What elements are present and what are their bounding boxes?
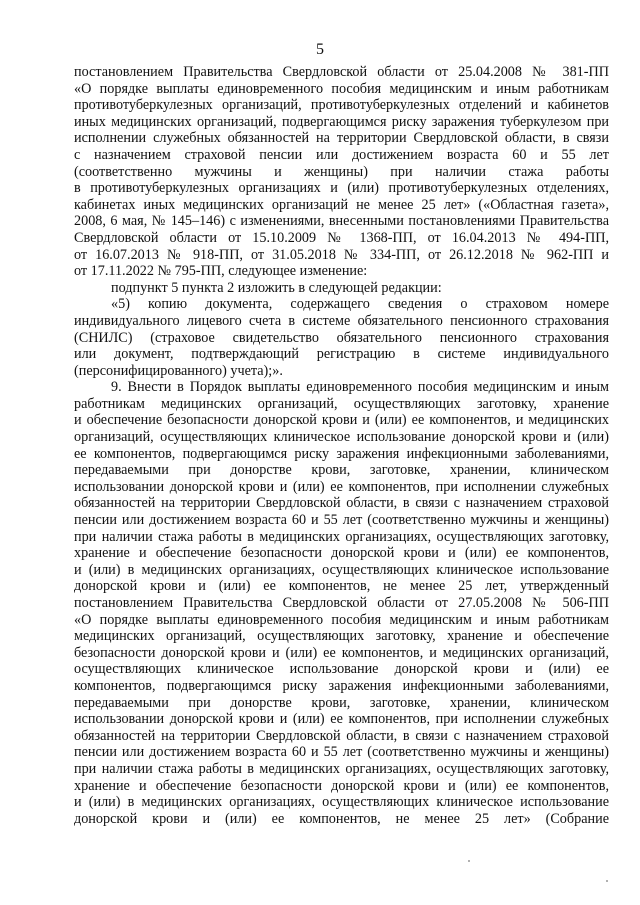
text-line: с назначением страховой пенсии или достижением возраста 60 и 55 лет: [74, 146, 609, 163]
text-line: от 17.11.2022 № 795-ПП, следующее изменение:: [74, 263, 368, 280]
text-line: при наличии стажа работы в медицинских организациях, осуществляющих заготовку,: [74, 760, 609, 777]
text-line: и (или) в медицинских организациях, осуществляющих клиническое использование: [74, 794, 609, 811]
text-line: компонентов, подвергающимся риску заражения инфекционными заболеваниями,: [74, 677, 609, 694]
text-line: пенсии или достижением возраста 60 и 55 лет (соответственно мужчины и женщины): [74, 512, 609, 529]
text-line: противотуберкулезных организаций, противотуберкулезных отделений и кабинетов: [74, 97, 609, 114]
text-line: хранение и обеспечение безопасности донорской крови и (или) ее компонентов,: [74, 545, 609, 562]
text-line: «О порядке выплаты единовременного пособия медицинским и иным работникам: [74, 80, 609, 97]
text-line: осуществляющих клиническое использование донорской крови и (или) ее: [74, 661, 609, 678]
text-line: «О порядке выплаты единовременного пособия медицинским и иным работникам: [74, 611, 609, 628]
text-line: при наличии стажа работы в медицинских организациях, осуществляющих заготовку,: [74, 528, 609, 545]
text-line: кабинетах иных медицинских организаций не менее 25 лет» («Областная газета»,: [74, 196, 609, 213]
text-line: передаваемыми при донорстве крови, заготовке, хранении, клиническом: [74, 462, 609, 479]
text-line: подпункт 5 пункта 2 изложить в следующей редакции:: [111, 279, 442, 296]
text-line: исполнении служебных обязанностей на территории Свердловской области, в связи: [74, 130, 609, 147]
text-line: (соответственно мужчины и женщины) при наличии стажа работы: [74, 163, 609, 180]
text-line: медицинских организаций, осуществляющих заготовку, хранение и обеспечение: [74, 628, 609, 645]
text-line: «5) копию документа, содержащего сведения о страховом номере: [111, 296, 609, 313]
text-line: пенсии или достижением возраста 60 и 55 лет (соответственно мужчины и женщины): [74, 744, 609, 761]
text-line: и (или) в медицинских организациях, осуществляющих клиническое использование: [74, 561, 609, 578]
text-line: или документ, подтверждающий регистрацию в системе индивидуального: [74, 346, 609, 363]
text-line: постановлением Правительства Свердловской области от 25.04.2008 № 381-ПП: [74, 64, 609, 80]
text-line: обязанностей на территории Свердловской области, в связи с назначением страховой: [74, 727, 609, 744]
text-line: донорской крови и (или) ее компонентов, не менее 25 лет, утвержденный: [74, 578, 609, 595]
text-line: (персонифицированного) учета);».: [74, 362, 283, 379]
text-line: иных медицинских организаций, подвергающимся риску заражения туберкулезом при: [74, 113, 609, 130]
text-line: организаций, осуществляющих клиническое использование донорской крови и (или): [74, 429, 609, 446]
text-line: хранение и обеспечение безопасности донорской крови и (или) ее компонентов,: [74, 777, 609, 794]
text-line: 2008, 6 мая, № 145–146) с изменениями, внесенными постановлениями Правительства: [74, 213, 609, 230]
text-line: безопасности донорской крови и (или) ее компонентов, и медицинских организаций,: [74, 644, 609, 661]
text-line: и обеспечение безопасности донорской крови и (или) ее компонентов, и медицинских: [74, 412, 609, 429]
text-line: обязанностей на территории Свердловской области, в связи с назначением страховой: [74, 495, 609, 512]
text-line: постановлением Правительства Свердловской области от 27.05.2008 № 506-ПП: [74, 595, 609, 611]
text-line: Свердловской области от 15.10.2009 № 1368-ПП, от 16.04.2013 № 494-ПП,: [74, 229, 609, 246]
scan-speck: [606, 880, 608, 882]
text-line: от 16.07.2013 № 918-ПП, от 31.05.2018 № 334-ПП, от 26.12.2018 № 962-ПП и: [74, 246, 609, 263]
text-line: использовании донорской крови и (или) ее компонентов, при исполнении служебных: [74, 478, 609, 495]
text-line: в противотуберкулезных организациях и (или) противотуберкулезных отделениях,: [74, 180, 609, 197]
text-line: ее компонентов, подвергающимся риску заражения инфекционными заболеваниями,: [74, 445, 609, 462]
text-line: передаваемыми при донорстве крови, заготовке, хранении, клиническом: [74, 694, 609, 711]
page-number: 5: [316, 41, 324, 58]
text-line: (СНИЛС) (страховое свидетельство обязательного пенсионного страхования: [74, 329, 609, 346]
document-body: [74, 64, 609, 827]
text-line: донорской крови и (или) ее компонентов, не менее 25 лет» (Собрание: [74, 810, 609, 827]
scan-speck: [468, 860, 470, 862]
text-line: 9. Внести в Порядок выплаты единовременного пособия медицинским и иным: [111, 379, 609, 396]
text-line: использовании донорской крови и (или) ее компонентов, при исполнении служебных: [74, 711, 609, 728]
text-line: работникам медицинских организаций, осуществляющих заготовку, хранение: [74, 395, 609, 412]
text-line: индивидуального лицевого счета в системе обязательного пенсионного страхования: [74, 312, 609, 329]
